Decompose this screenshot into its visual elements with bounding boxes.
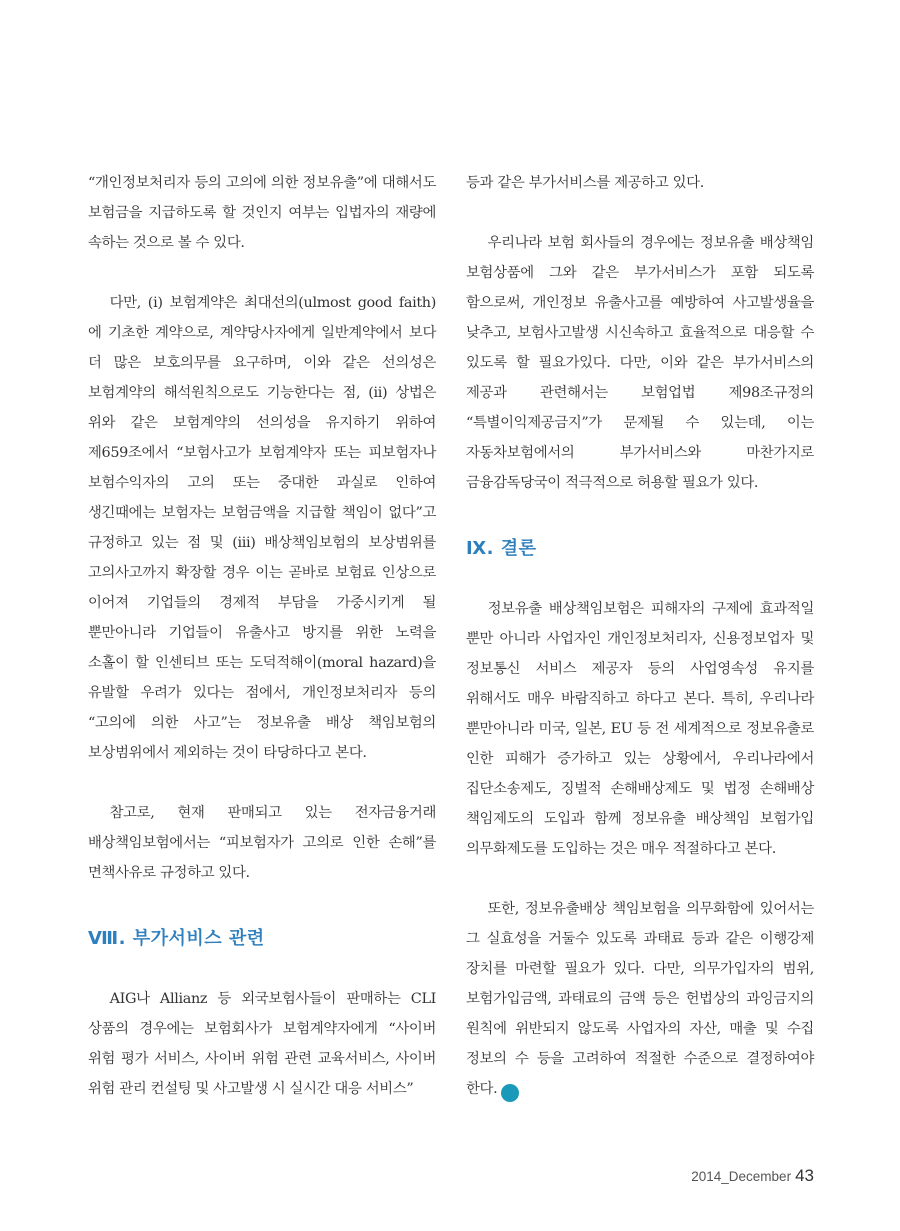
page-number: 43 (795, 1166, 814, 1185)
paragraph (466, 894, 814, 1104)
paragraph: 등과 같은 부가서비스를 제공하고 있다. (466, 175, 704, 191)
paragraph: 우리나라 보험 회사들의 경우에는 정보유출 배상책임 보험상품에 그와 같은 부가서비스가 포함 되도록 함으로써, 개인정보 유출사고를 예방하여 사고발생율을 낮추고, 보험사고발생 시신속하고 효율적으로 대응할 수 있도록 할 필요가있다. 다만, 이와 같은 부가서비스의 제공과 관련해서는 보험업법 제98조규정의 “특별이익제공금지”가 문제될 수 있는데, 이는 자동차보험에서의 부가서비스와 마찬가지로 금융감독당국이 적극적으로 허용할 필요가 있다. (466, 235, 814, 491)
paragraph: 다만, (i) 보험계약은 최대선의(ulmost good faith)에 기초한 계약으로, 계약당사자에게 일반계약에서 보다 더 많은 보호의무를 요구하며, 이와 같은 선의성은 보험계약의 해석원칙으로도 기능한다는 점, (ii) 상법은 위와 같은 보험계약의 선의성을 유지하기 위하여 제659조에서 “보험사고가 보험계약자 또는 피보험자나 보험수익자의 고의 또는 중대한 과실로 인하여 생긴때에는 보험자는 보험금액을 지급할 책임이 없다”고 규정하고 있는 점 및 (iii) 배상책임보험의 보상범위를 고의사고까지 확장할 경우 이는 곧바로 보험료 인상으로 이어져 기업들의 경제적 부담을 가중시키게 될 뿐만아니라 기업들이 유출사고 방지를 위한 노력을 소홀이 할 인센티브 또는 도덕적해이(moral hazard)을 유발할 우려가 있다는 점에서, 개인정보처리자 등의 “고의에 의한 사고”는 정보유출 배상 책임보험의 보상범위에서 제외하는 것이 타당하다고 본다. (88, 295, 436, 761)
paragraph: 참고로, 현재 판매되고 있는 전자금융거래 배상책임보험에서는 “피보험자가 고의로 인한 손해”를 면책사유로 규정하고 있다. (88, 805, 436, 881)
paragraph: 정보유출 배상책임보험은 피해자의 구제에 효과적일 뿐만 아니라 사업자인 개인정보처리자, 신용정보업자 및 정보통신 서비스 제공자 등의 사업영속성 유지를 위해서도 매우 바람직하고 하다고 본다. 특히, 우리나라 뿐만아니라 미국, 일본, EU 등 전 세계적으로 정보유출로 인한 피해가 증가하고 있는 상황에서, 우리나라에서 집단소송제도, 징벌적 손해배상제도 및 법정 손해배상 책임제도의 도입과 함께 정보유출 배상책임 보험가입 의무화제도를 도입하는 것은 매우 적절하다고 본다. (466, 601, 814, 857)
section-heading: Ⅸ. 결론 (466, 538, 537, 559)
issue-label: 2014_December (691, 1169, 792, 1184)
end-mark-icon: ㅍ (501, 1084, 519, 1102)
paragraph-text: 또한, 정보유출배상 책임보험을 의무화함에 있어서는 그 실효성을 거둘수 있도록 과태료 등과 같은 이행강제 장치를 마련할 필요가 있다. 다만, 의무가입자의 범위, 보험가입금액, 과태료의 금액 등은 헌법상의 과잉금지의 원칙에 위반되지 않도록 사업자의 자산, 매출 및 수집 정보의 수 등을 고려하여 적절한 수준으로 결정하여야 한다. (466, 901, 814, 1097)
right-column (466, 168, 814, 1104)
section-heading: Ⅷ. 부가서비스 관련 (88, 928, 265, 949)
left-column (88, 168, 436, 1104)
page-footer (691, 1166, 814, 1186)
paragraph: “개인정보처리자 등의 고의에 의한 정보유출”에 대해서도 보험금을 지급하도록 할 것인지 여부는 입법자의 재량에 속하는 것으로 볼 수 있다. (88, 175, 436, 251)
paragraph: AIG나 Allianz 등 외국보험사들이 판매하는 CLI 상품의 경우에는 보험회사가 보험계약자에게 “사이버 위험 평가 서비스, 사이버 위험 관련 교육서비스, 사이버 위험 관리 컨설팅 및 사고발생 시 실시간 대응 서비스” (88, 991, 436, 1097)
